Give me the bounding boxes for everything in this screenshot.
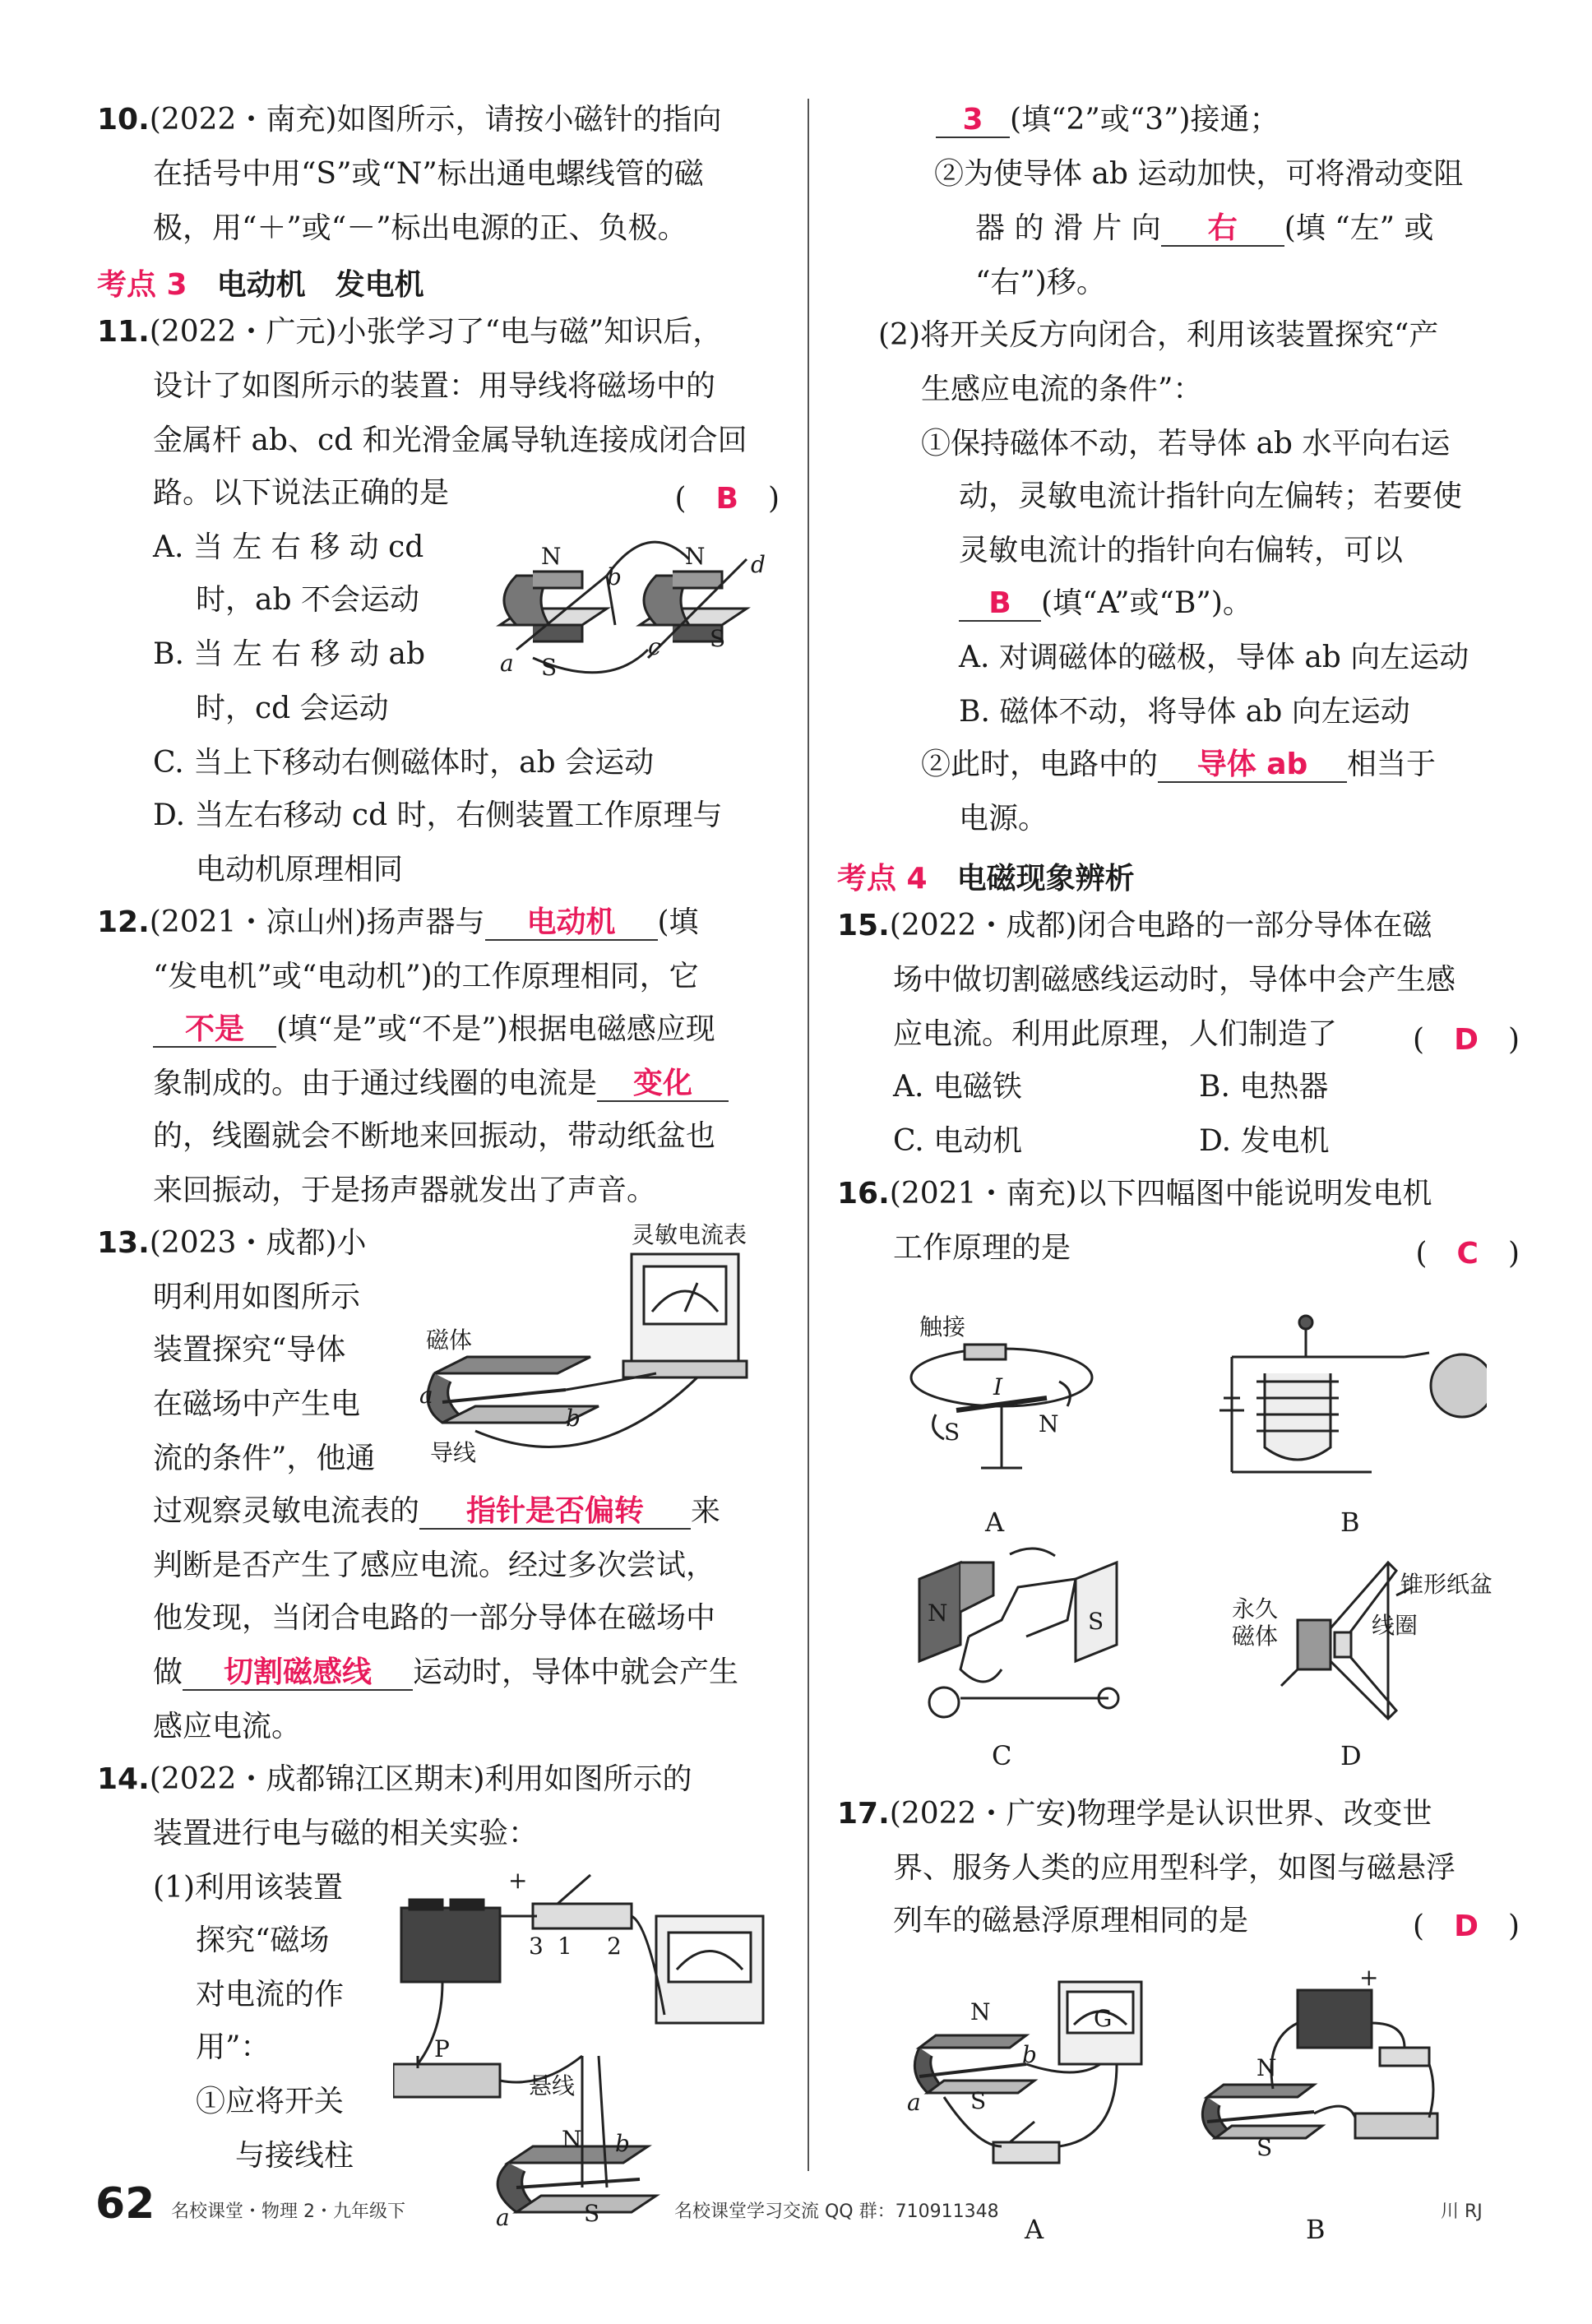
q13-line-2: 明利用如图所示 (153, 1280, 361, 1314)
q11-option-d-2: 电动机原理相同 (196, 853, 404, 887)
q16-figure-c (911, 1546, 1141, 1735)
q10-line-1: 10.(2022・南充)如图所示，请按小磁针的指向 (97, 103, 722, 137)
q13-line-9: 做 切割磁感线 运动时，导体中就会产生 (153, 1655, 739, 1689)
q14-part1-line-6: 与接线柱 (235, 2139, 354, 2173)
q16-figure-b (1207, 1308, 1487, 1497)
q14-fig-label-p: P (434, 2035, 450, 2062)
section-header-4: 考点 4 电磁现象辨析 (837, 862, 1135, 896)
q11-line-1: 11.(2022・广元)小张学习了“电与磁”知识后， (97, 315, 723, 349)
q14-fig-label-s: S (584, 2200, 600, 2227)
q17a-label-a: a (907, 2089, 921, 2116)
q11-option-a-1: A. 当 左 右 移 动 cd (153, 530, 424, 564)
q15-line-1: 15.(2022・成都)闭合电路的一部分导体在磁 (837, 909, 1432, 942)
q16-answer-bracket: ( C ) (1415, 1237, 1520, 1271)
section-header-3: 考点 3 电动机 发电机 (97, 268, 424, 302)
q13-answer-2: 切割磁感线 (183, 1656, 413, 1691)
q11-option-a-2: 时，ab 不会运动 (196, 583, 419, 617)
q14-right-line-1: 3 (填“2”或“3”)接通； (936, 102, 1280, 138)
q10-number: 10. (97, 103, 150, 137)
q14-part1-line-2: 探究“磁场 (196, 1924, 330, 1957)
q17-figure-b (1191, 1964, 1454, 2220)
q14-line-1: 14.(2022・成都锦江区期末)利用如图所示的 (97, 1762, 692, 1796)
q14-right-line-9: 灵敏电流计的指针向右偏转，可以 (959, 534, 1404, 567)
q11-figure (484, 526, 780, 691)
q13-line-7: 判断是否产生了感应电流。经过多次尝试， (153, 1549, 716, 1582)
q13-answer-1: 指针是否偏转 (419, 1495, 691, 1530)
q11-fig-label-s2: S (710, 625, 726, 652)
q13-figure (419, 1217, 780, 1480)
q17b-label-n: N (1256, 2054, 1277, 2081)
q15-option-b: B. 电热器 (1199, 1070, 1329, 1104)
q14-fig-label-3: 3 (529, 1933, 544, 1960)
q17-caption-b: B (1306, 2214, 1326, 2245)
q14-fig-label-2: 2 (607, 1933, 622, 1960)
q14-fig-label-n: N (562, 2126, 582, 2153)
q13-line-1: 13.(2023・成都)小 (97, 1226, 367, 1260)
q13-fig-meter-label: 灵敏电流表 (632, 1221, 747, 1248)
q14-right-line-3: 器 的 滑 片 向 右 (填 “左” 或 (975, 211, 1434, 245)
q16-caption-b: B (1340, 1507, 1360, 1538)
q14-fig-label-b: b (615, 2130, 630, 2157)
q14-part1-line-1: (1)利用该装置 (153, 1871, 343, 1905)
q16-figure-a (903, 1308, 1100, 1497)
q11-fig-label-n2: N (685, 543, 706, 570)
q14-fig-label-a: a (496, 2204, 510, 2231)
q11-option-d-1: D. 当左右移动 cd 时，右侧装置工作原理与 (153, 799, 723, 832)
q14-answer-1: 3 (936, 104, 1010, 138)
q11-fig-label-s1: S (541, 654, 558, 681)
footer-edition: 川 RJ (1441, 2201, 1483, 2222)
q17-answer-bracket: ( D ) (1413, 1910, 1520, 1943)
q16a-label-s: S (944, 1419, 960, 1446)
q17a-label-s: S (970, 2087, 987, 2114)
q13-line-6: 过观察灵敏电流表的 指针是否偏转 来 (153, 1494, 721, 1528)
q17-figure-a (907, 1974, 1174, 2220)
q14-answer-2: 右 (1161, 212, 1284, 247)
q11-fig-label-n1: N (541, 543, 562, 570)
q16-caption-c: C (992, 1740, 1012, 1771)
q16-line-2: 工作原理的是 (893, 1231, 1071, 1265)
q15-option-c: C. 电动机 (893, 1124, 1023, 1158)
q15-option-a: A. 电磁铁 (893, 1070, 1022, 1104)
q14-right-line-11: A. 对调磁体的磁极，导体 ab 向左运动 (959, 641, 1469, 674)
q17-line-1: 17.(2022・广安)物理学是认识世界、改变世 (837, 1797, 1432, 1831)
q10-line-3: 极，用“＋”或“－”标出电源的正、负极。 (153, 211, 687, 245)
q16a-touch-label: 触接 (919, 1313, 966, 1340)
q16d-cone-label: 锥形纸盆 (1400, 1571, 1493, 1598)
q14-part1-line-5: ①应将开关 (196, 2085, 345, 2118)
footer-qq-group: 名校课堂学习交流 QQ 群：710911348 (674, 2201, 999, 2222)
q16d-magnet-label-2: 磁体 (1232, 1623, 1279, 1650)
q16-answer: C (1456, 1237, 1479, 1271)
q11-fig-label-b: b (607, 563, 622, 590)
q13-fig-label-b: b (566, 1405, 581, 1432)
q14-right-line-5: (2)将开关反方向闭合，利用该装置探究“产 (878, 318, 1439, 352)
q17b-label-plus: + (1359, 1964, 1379, 1991)
q14-right-line-13: ②此时，电路中的 导体 ab 相当于 (921, 748, 1437, 781)
q14-fig-hang-label: 悬线 (529, 2072, 576, 2099)
q16d-coil-label: 线圈 (1372, 1612, 1418, 1639)
q17a-label-g: G (1094, 2005, 1113, 2032)
q16-caption-a: A (985, 1507, 1005, 1538)
q14-right-line-14: 电源。 (959, 802, 1048, 836)
q15-line-2: 场中做切割磁感线运动时，导体中会产生感 (893, 963, 1456, 997)
q12-answer-2: 不是 (153, 1013, 276, 1048)
q13-line-8: 他发现，当闭合电路的一部分导体在磁场中 (153, 1601, 716, 1635)
q16c-label-n: N (928, 1599, 948, 1627)
q11-line-2: 设计了如图所示的装置：用导线将磁场中的 (153, 369, 716, 403)
q11-option-b-2: 时，cd 会运动 (196, 692, 389, 725)
q15-line-3: 应电流。利用此原理，人们制造了 (893, 1017, 1338, 1051)
q13-fig-magnet-label: 磁体 (426, 1326, 473, 1354)
q14-right-line-12: B. 磁体不动，将导体 ab 向左运动 (959, 695, 1410, 729)
q12-line-6: 来回振动，于是扬声器就发出了声音。 (153, 1174, 657, 1207)
q14-right-line-4: “右”)移。 (975, 266, 1106, 299)
q17b-label-s: S (1256, 2134, 1273, 2161)
q11-option-b-1: B. 当 左 右 移 动 ab (153, 637, 426, 671)
q14-part1-line-4: 用”： (196, 2030, 271, 2064)
q17a-label-n: N (970, 1998, 991, 2025)
page-number: 62 (95, 2179, 155, 2229)
q12-line-4: 象制成的。由于通过线圈的电流是 变化 (153, 1066, 729, 1102)
q12-answer-3: 变化 (597, 1067, 729, 1102)
q10-line-2: 在括号中用“S”或“N”标出通电螺线管的磁 (153, 157, 704, 191)
q14-fig-label-1: 1 (558, 1933, 572, 1960)
q12-line-2: “发电机”或“电动机”)的工作原理相同，它 (153, 960, 699, 993)
q16-figure-d (1232, 1546, 1503, 1735)
q15-answer-bracket: ( D ) (1413, 1023, 1520, 1057)
q11-fig-label-d: d (751, 551, 766, 578)
q13-fig-wire-label: 导线 (430, 1439, 477, 1466)
q12-line-3: 不是 (填“是”或“不是”)根据电磁感应现 (153, 1012, 715, 1048)
q14-answer-4: 导体 ab (1158, 748, 1347, 783)
q11-option-c: C. 当上下移动右侧磁体时，ab 会运动 (153, 746, 655, 780)
q16a-label-n: N (1039, 1410, 1059, 1437)
q17-answer: D (1454, 1910, 1479, 1943)
q12-answer-1: 电动机 (485, 906, 658, 941)
column-divider (808, 99, 809, 2171)
q11-answer-bracket: ( B ) (674, 482, 780, 516)
q14-right-line-2: ②为使导体 ab 运动加快，可将滑动变阻 (934, 157, 1464, 191)
q17-line-2: 界、服务人类的应用型科学，如图与磁悬浮 (893, 1851, 1456, 1885)
q13-line-4: 在磁场中产生电 (153, 1387, 361, 1421)
q17a-label-b: b (1022, 2041, 1037, 2068)
q11-fig-label-a: a (500, 650, 514, 677)
q14-part1-line-3: 对电流的作 (196, 1978, 345, 2012)
q13-fig-label-a: a (419, 1382, 433, 1409)
footer-book-title: 名校课堂・物理 2・九年级下 (171, 2201, 405, 2222)
q11-answer: B (715, 482, 738, 516)
q13-line-10: 感应电流。 (153, 1710, 302, 1743)
q16-line-1: 16.(2021・南充)以下四幅图中能说明发电机 (837, 1177, 1432, 1211)
q14-figure (393, 1867, 780, 2253)
q11-line-4: 路。以下说法正确的是 (153, 476, 450, 510)
q14-fig-label-plus: + (508, 1867, 528, 1894)
q14-right-line-7: ①保持磁体不动，若导体 ab 水平向右运 (921, 427, 1451, 461)
q11-line-3: 金属杆 ab、cd 和光滑金属导轨连接成闭合回 (153, 424, 747, 457)
q12-line-5: 的，线圈就会不断地来回振动，带动纸盆也 (153, 1119, 716, 1153)
q14-answer-3: B (959, 587, 1041, 622)
q12-line-1: 12.(2021・凉山州)扬声器与 电动机 (填 (97, 905, 699, 939)
q14-line-2: 装置进行电与磁的相关实验： (153, 1817, 539, 1850)
q13-line-3: 装置探究“导体 (153, 1333, 346, 1367)
q17-line-3: 列车的磁悬浮原理相同的是 (893, 1904, 1249, 1937)
q15-option-d: D. 发电机 (1199, 1124, 1330, 1158)
q15-answer: D (1454, 1023, 1479, 1057)
q16d-magnet-label-1: 永久 (1232, 1595, 1279, 1623)
q11-fig-label-c: c (648, 633, 661, 660)
q14-right-line-6: 生感应电流的条件”： (921, 373, 1203, 406)
q16a-label-i: I (993, 1373, 1003, 1400)
q16c-label-s: S (1088, 1608, 1104, 1635)
q14-right-line-8: 动，灵敏电流计指针向左偏转；若要使 (959, 479, 1463, 513)
q14-right-line-10: B (填“A”或“B”)。 (959, 586, 1252, 622)
q17-caption-a: A (1025, 2214, 1044, 2245)
q13-line-5: 流的条件”，他通 (153, 1442, 376, 1475)
q16-caption-d: D (1340, 1740, 1362, 1771)
